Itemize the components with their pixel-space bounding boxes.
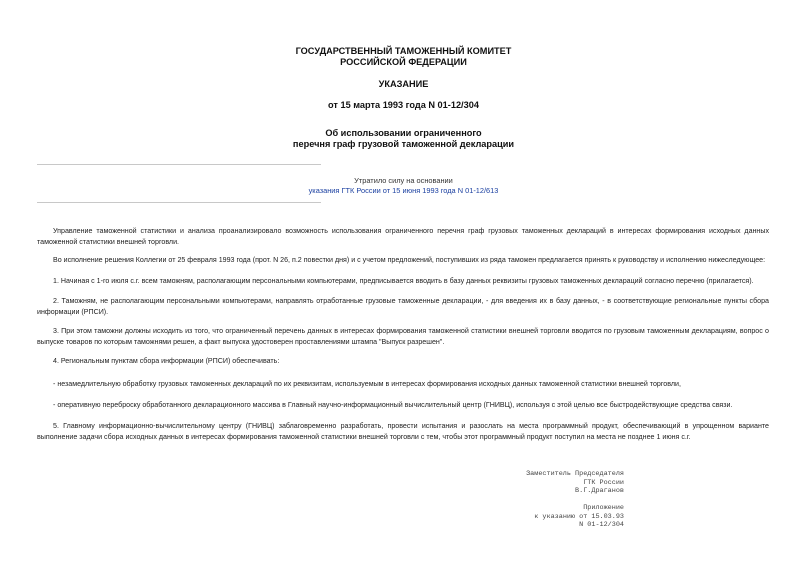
document-title-line-2: перечня граф грузовой таможенной декларации <box>292 139 515 149</box>
status-line <box>0 186 807 196</box>
paragraph-item-3: 3. При этом таможни должны исходить из того, что ограниченный перечень данных в интересах формирования таможенной статистики внешней торговли вводится по грузовым таможенным декларациям, вопрос о выпуске товаров по которым таможнями решен, а факт выпуска удостоверен проставлениями штампа "Выпуск разрешен". <box>37 327 769 346</box>
appendix-title: Приложение <box>583 504 624 512</box>
signatory-organization: ГТК России <box>583 478 624 487</box>
divider-bottom <box>37 202 321 203</box>
paragraph-item-4: 4. Региональным пунктам сбора информации (РПСИ) обеспечивать: <box>53 357 280 365</box>
paragraph-item-5: 5. Главному информационно-вычислительному центру (ГНИВЦ) заблаговременно разработать, провести испытания и разослать на места программный продукт, обеспечивающий в упрощенном варианте выполнение задачи сбора исходных данных в интересах формирования таможенной статистики внешней торговли с тем, чтобы этот программный продукт поступил на места не позднее 1 июня с.г. <box>37 422 769 441</box>
paragraph-decision: Во исполнение решения Коллегии от 25 февраля 1993 года (прот. N 26, п.2 повестки дня) и с учетом предложений, поступивших из ряда таможен предлагается принять к руководству и исполнению нижеследующее: <box>53 256 766 264</box>
divider-top <box>37 164 321 165</box>
document-title-line-1: Об использовании ограниченного <box>325 128 482 138</box>
paragraph-item-4-b: - оперативную переброску обработанного декларационного массива в Главный научно-информационный вычислительный центр (ГНИВЦ), используя с этой целью все быстродействующие средства связи. <box>53 401 733 409</box>
issuer-line-1: ГОСУДАРСТВЕННЫЙ ТАМОЖЕННЫЙ КОМИТЕТ <box>295 46 512 56</box>
paragraph-item-1: 1. Начиная с 1-го июля с.г. всем таможням, располагающим персональными компьютерами, предписывается вводить в базу данных реквизиты грузовых таможенных деклараций согласно перечню (прилагается). <box>53 277 754 285</box>
issuer-line-2: РОССИЙСКОЙ ФЕДЕРАЦИИ <box>340 57 467 67</box>
paragraph-intro: Управление таможенной статистики и анализа проанализировало возможность использования ограниченного перечня граф грузовых таможенных деклараций в интересах формирования исходных данных таможенной статистики внешней торговли. <box>37 227 769 246</box>
signatory-position: Заместитель Председателя <box>526 470 624 478</box>
paragraph-item-4-a: - незамедлительную обработку грузовых таможенных деклараций по их реквизитам, используемым в интересах формирования исходных данных таможенной статистики внешней торговли, <box>53 380 681 388</box>
appendix-reference: к указанию от 15.03.93 <box>534 512 624 521</box>
signature-block <box>526 470 624 496</box>
document-date-number: от 15 марта 1993 года N 01-12/304 <box>328 100 479 110</box>
document-type: УКАЗАНИЕ <box>378 79 429 89</box>
paragraph-item-2: 2. Таможням, не располагающим персональными компьютерами, направлять отработанные грузовые таможенные декларации, - для введения их в базу данных, - в соответствующие региональные пункты сбора информации (РПСИ). <box>37 297 769 316</box>
signatory-name: В.Г.Драганов <box>575 487 624 496</box>
repeal-document-link[interactable]: указания ГТК России от 15 июня 1993 года N 01-12/613 <box>308 186 499 195</box>
status-text: Утратило силу на основании <box>354 176 453 185</box>
appendix-number: N 01-12/304 <box>579 521 624 530</box>
appendix-note <box>534 504 624 530</box>
